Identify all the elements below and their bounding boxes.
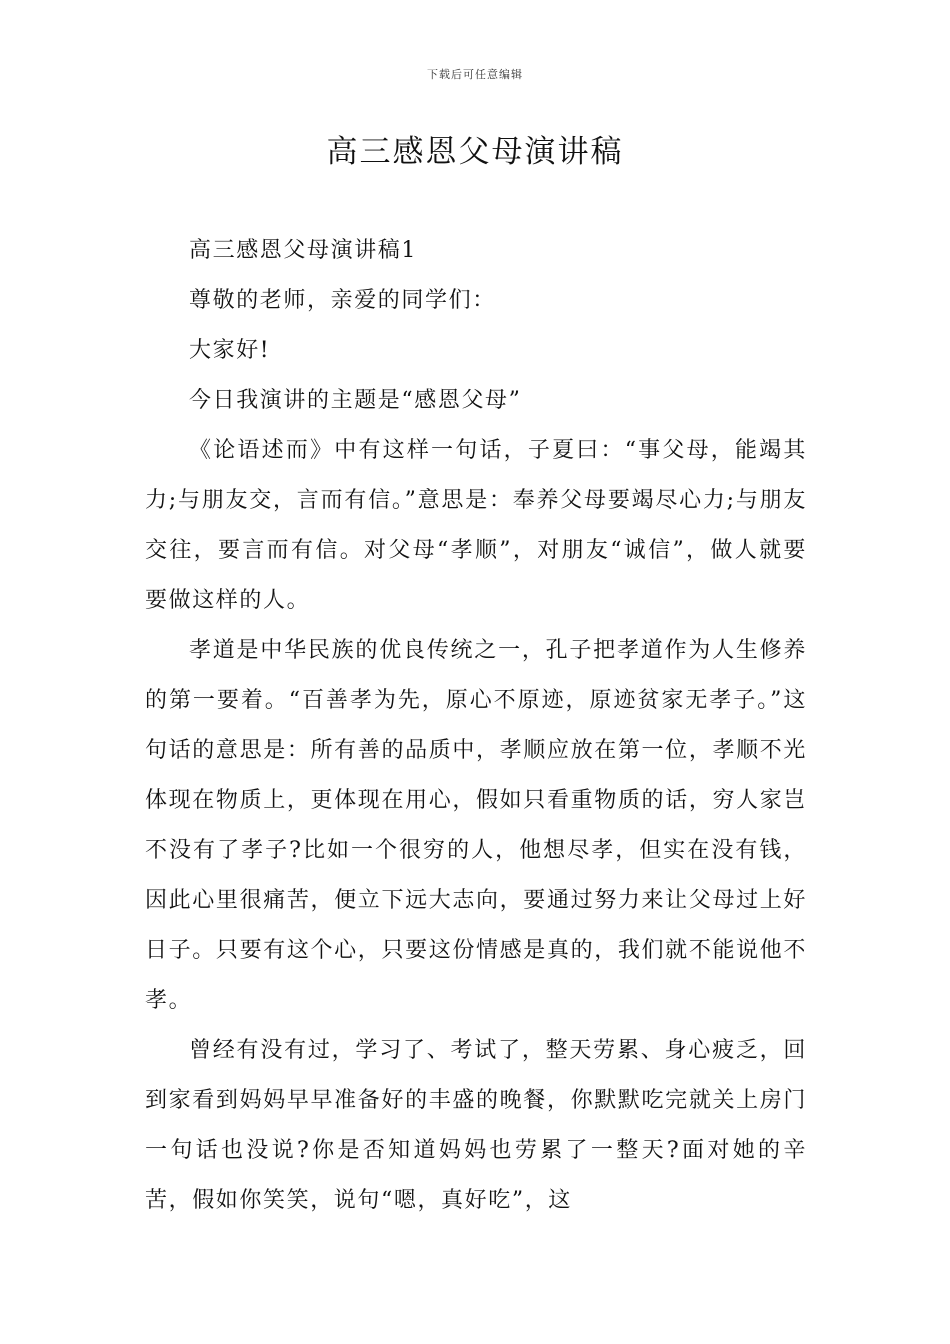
salutation-paragraph: 尊敬的老师，亲爱的同学们：	[189, 288, 496, 313]
section-heading: 高三感恩父母演讲稿1	[189, 238, 417, 263]
document-title: 高三感恩父母演讲稿	[326, 134, 624, 170]
header-note: 下载后可任意编辑	[427, 68, 523, 81]
document-body	[145, 226, 807, 1226]
body-paragraph: 孝道是中华民族的优良传统之一，孔子把孝道作为人生修养的第一要着。“百善孝为先，原心不原迹，原迹贫家无孝子。”这句话的意思是：所有善的品质中，孝顺应放在第一位，孝顺不光体现在物质上，更体现在用心，假如只看重物质的话，穷人家岂不没有了孝子?比如一个很穷的人，他想尽孝，但实在没有钱，因此心里很痛苦，便立下远大志向，要通过努力来让父母过上好日子。只要有这个心，只要这份情感是真的，我们就不能说他不孝。	[145, 638, 807, 1013]
body-paragraph: 《论语述而》中有这样一句话，子夏曰：“事父母，能竭其力;与朋友交，言而有信。”意思是：奉养父母要竭尽心力;与朋友交往，要言而有信。对父母“孝顺”，对朋友“诚信”，做人就要要做这样的人。	[145, 438, 807, 613]
greeting-paragraph: 大家好!	[189, 338, 271, 363]
body-paragraph: 曾经有没有过，学习了、考试了，整天劳累、身心疲乏，回到家看到妈妈早早准备好的丰盛的晚餐，你默默吃完就关上房门一句话也没说?你是否知道妈妈也劳累了一整天?面对她的辛苦，假如你笑笑，说句“嗯，真好吃”，这	[145, 1038, 807, 1213]
topic-paragraph: 今日我演讲的主题是“感恩父母”	[189, 388, 522, 413]
